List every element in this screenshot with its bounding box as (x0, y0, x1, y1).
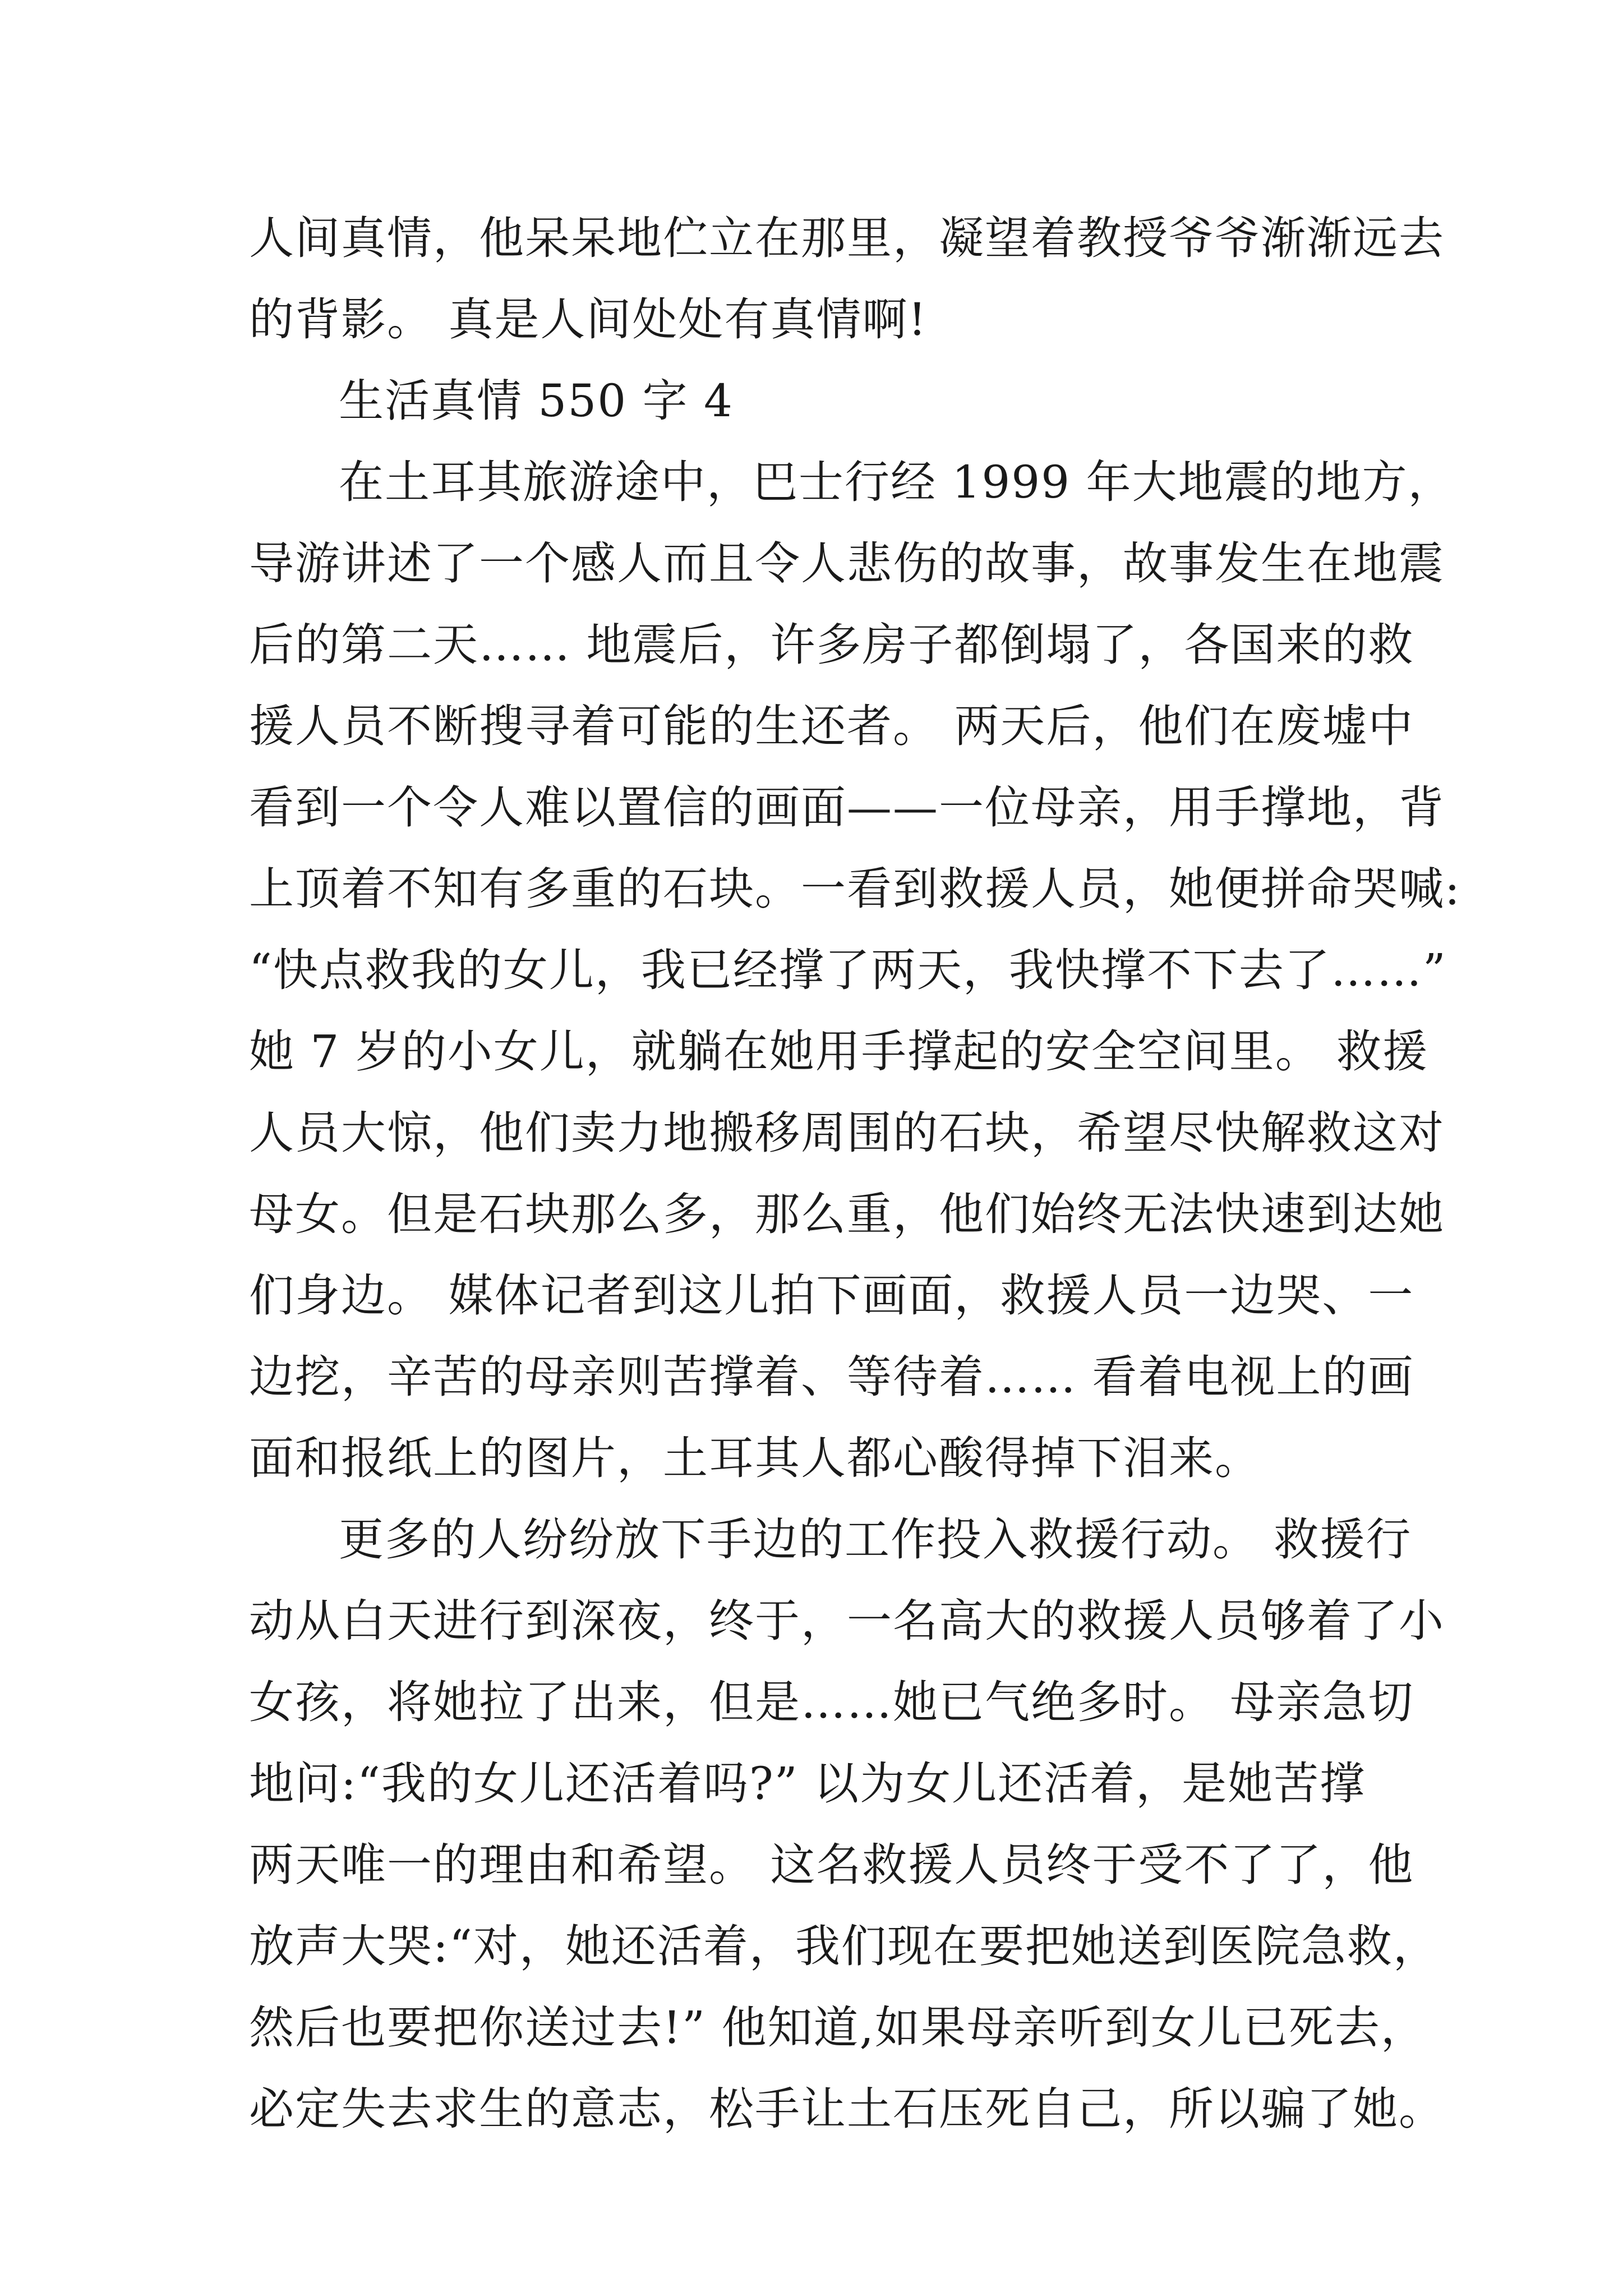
paragraph-start: 更多的人纷纷放下手边的工作投入救援行动。 救援行 (339, 1513, 1412, 1566)
text-line: 面和报纸上的图片，土耳其人都心酸得掉下泪来。 (249, 1432, 1261, 1484)
text-line: 然后也要把你送过去!” 他知道,如果母亲听到女儿已死去， (249, 2001, 1427, 2054)
text-line: 动从白天进行到深夜，终于，一名高大的救援人员够着了小 (249, 1595, 1445, 1647)
text-line: 女孩，将她拉了出来，但是……她已气绝多时。 母亲急切 (249, 1676, 1414, 1728)
text-line: 地问:“我的女儿还活着吗?” 以为女儿还活着，是她苦撑 (249, 1757, 1366, 1810)
text-line: 人员大惊，他们卖力地搬移周围的石块，希望尽快解救这对 (249, 1107, 1445, 1159)
text-line: 两天唯一的理由和希望。 这名救援人员终于受不了了，他 (249, 1839, 1414, 1891)
text-line: 后的第二天…… 地震后，许多房子都倒塌了，各国来的救 (249, 619, 1414, 671)
text-line: 援人员不断搜寻着可能的生还者。 两天后，他们在废墟中 (249, 700, 1414, 752)
text-line: 们身边。 媒体记者到这儿拍下画面，救援人员一边哭、一 (249, 1269, 1414, 1322)
body-text (249, 197, 1461, 2150)
text-line: 边挖，辛苦的母亲则苦撑着、等待着…… 看着电视上的画 (249, 1351, 1414, 1403)
text-line: 人间真情，他呆呆地伫立在那里，凝望着教授爷爷渐渐远去 (249, 212, 1445, 264)
text-line: 必定失去求生的意志，松手让土石压死自己，所以骗了她。 (249, 2083, 1445, 2135)
section-heading: 生活真情 550 字 4 (339, 375, 734, 427)
text-line: 她 7 岁的小女儿，就躺在她用手撑起的安全空间里。 救援 (249, 1025, 1429, 1078)
text-line: “快点救我的女儿，我已经撑了两天，我快撑不下去了……” (249, 944, 1447, 996)
text-line: 上顶着不知有多重的石块。一看到救援人员，她便拼命哭喊: (249, 863, 1461, 915)
text-line: 放声大哭:“对，她还活着，我们现在要把她送到医院急救， (249, 1920, 1439, 1972)
paragraph-start: 在土耳其旅游途中，巴士行经 1999 年大地震的地方， (339, 456, 1454, 508)
text-line: 看到一个令人难以置信的画面——一位母亲，用手撑地，背 (249, 781, 1445, 834)
text-line: 母女。但是石块那么多，那么重，他们始终无法快速到达她 (249, 1188, 1445, 1240)
text-line: 导游讲述了一个感人而且令人悲伤的故事，故事发生在地震 (249, 537, 1445, 590)
text-line: 的背影。 真是人间处处有真情啊! (249, 293, 928, 346)
